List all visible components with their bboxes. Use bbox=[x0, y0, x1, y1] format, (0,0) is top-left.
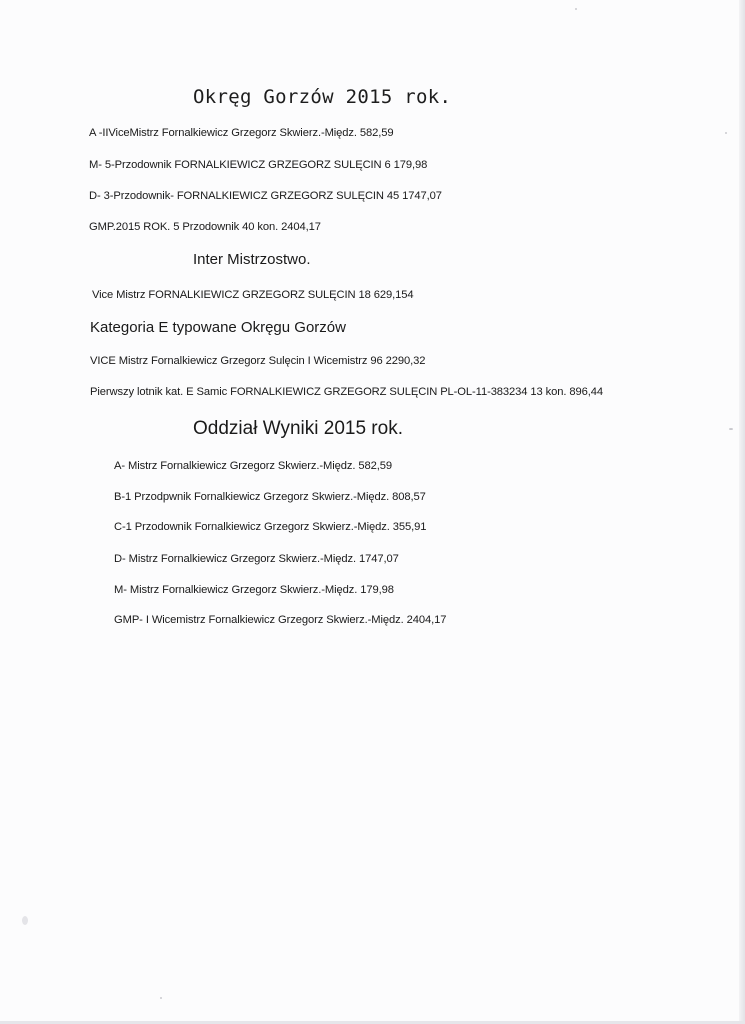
okreg-result-a: A -IIViceMistrz Fornalkiewicz Grzegorz Skwierz.-Międz. 582,59 bbox=[89, 127, 394, 139]
scan-speck bbox=[22, 916, 28, 925]
oddzial-result-b1: B-1 Przodpwnik Fornalkiewicz Grzegorz Skwierz.-Międz. 808,57 bbox=[114, 491, 426, 503]
kategoria-heading: Kategoria E typowane Okręgu Gorzów bbox=[90, 319, 346, 336]
scan-speck bbox=[160, 997, 162, 999]
oddzial-result-gmp: GMP- I Wicemistrz Fornalkiewicz Grzegorz Skwierz.-Międz. 2404,17 bbox=[114, 614, 447, 626]
inter-heading: Inter Mistrzostwo. bbox=[193, 251, 311, 268]
oddzial-result-a: A- Mistrz Fornalkiewicz Grzegorz Skwierz.-Międz. 582,59 bbox=[114, 460, 392, 472]
okreg-result-gmp: GMP.2015 ROK. 5 Przodownik 40 kon. 2404,17 bbox=[89, 221, 321, 233]
kategoria-result-vice: VICE Mistrz Fornalkiewicz Grzegorz Sulęcin I Wicemistrz 96 2290,32 bbox=[90, 355, 426, 367]
kategoria-result-pierwszy: Pierwszy lotnik kat. E Samic FORNALKIEWICZ GRZEGORZ SULĘCIN PL-OL-11-383234 13 kon. 896,44 bbox=[90, 386, 604, 398]
scan-speck bbox=[575, 8, 577, 10]
scan-speck bbox=[729, 428, 733, 430]
okreg-result-d: D- 3-Przodownik- FORNALKIEWICZ GRZEGORZ SULĘCIN 45 1747,07 bbox=[89, 190, 442, 202]
inter-result: Vice Mistrz FORNALKIEWICZ GRZEGORZ SULĘCIN 18 629,154 bbox=[92, 289, 414, 301]
oddzial-result-m: M- Mistrz Fornalkiewicz Grzegorz Skwierz.-Międz. 179,98 bbox=[114, 584, 394, 596]
oddzial-result-c1: C-1 Przodownik Fornalkiewicz Grzegorz Skwierz.-Międz. 355,91 bbox=[114, 521, 427, 533]
okreg-result-m: M- 5-Przodownik FORNALKIEWICZ GRZEGORZ SULĘCIN 6 179,98 bbox=[89, 159, 428, 171]
page-edge-right bbox=[739, 0, 745, 1024]
scan-speck bbox=[725, 132, 727, 134]
document-title: Okręg Gorzów 2015 rok. bbox=[193, 86, 452, 108]
oddzial-result-d: D- Mistrz Fornalkiewicz Grzegorz Skwierz.-Międz. 1747,07 bbox=[114, 553, 399, 565]
oddzial-heading: Oddział Wyniki 2015 rok. bbox=[193, 418, 403, 439]
